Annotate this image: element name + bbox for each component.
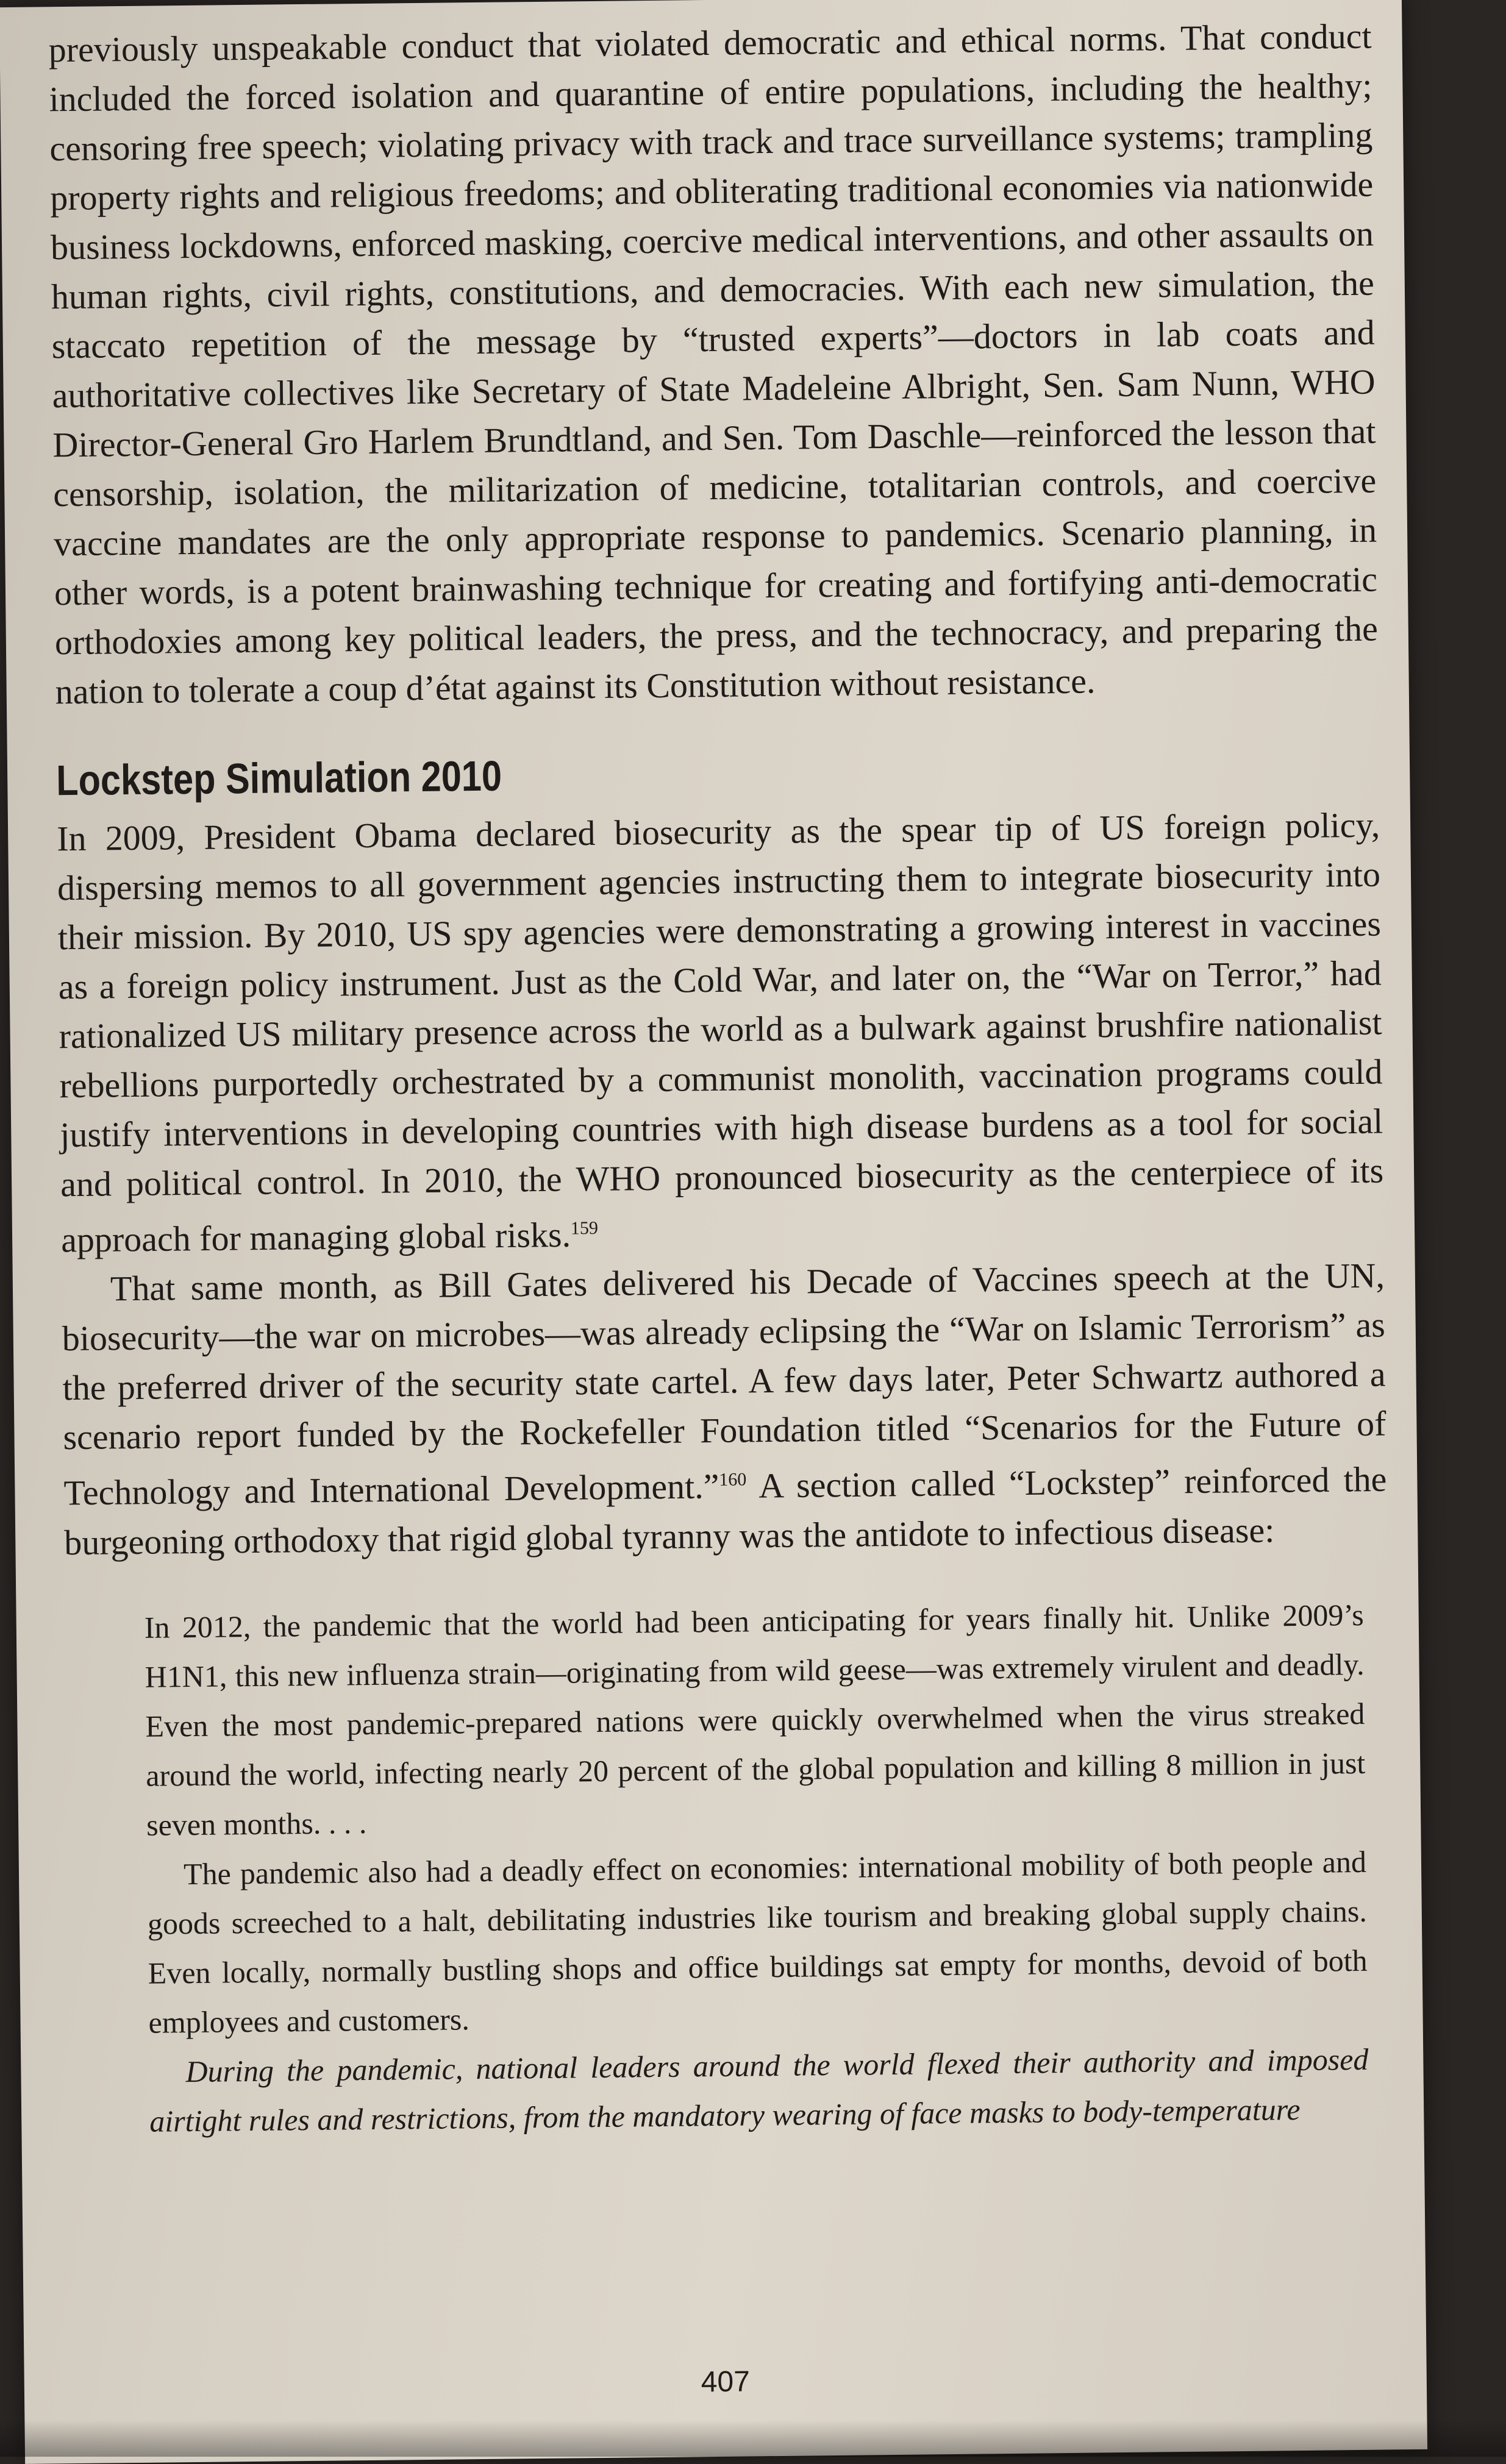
quote-paragraph-2: The pandemic also had a deadly effect on economies: international mobility of both people and goods screeched to a halt, debilitating industries like tourism and breaking global supply chains. Even locally, normally bustling shops and office buildings sat empty for months, devoid of both employees and customers. xyxy=(147,1844,1368,2040)
quote-paragraph-1: In 2012, the pandemic that the world had been anticipating for years finally hit. Unlike 2009’s H1N1, this new influenza strain—originating from wild geese—was extremely virulent and deadly. Even the most pandemic-prepared nations were quickly overwhelmed when the virus streaked around the world, infecting nearly 20 percent of the global population and killing 8 million in just seven months. . . . xyxy=(144,1597,1366,1842)
block-quote xyxy=(144,1590,1369,2146)
footnote-160: 160 xyxy=(719,1469,747,1490)
quote-paragraph-3: During the pandemic, national leaders around the world flexed their authority and imposed airtight rules and restrictions, from the mandatory wearing of face masks to body-temperature xyxy=(149,2042,1369,2138)
paragraph-1-text: In 2009, President Obama declared biosecurity as the spear tip of US foreign policy, dispersing memos to all government agencies instructing them to integrate biosecurity into their mission. By 2010, US spy agencies were demonstrating a growing interest in vaccines as a foreign policy instrument. Just as the Cold War, and later on, the “War on Terror,” had rationalized US military presence across the world as a bulwark against brushfire nationalist rebellions purportedly orchestrated by a communist monolith, vaccination programs could justify interventions in developing countries with high disease burdens as a tool for social and political control. In 2010, the WHO pronounced biosecurity as the centerpiece of its approach for managing global risks. xyxy=(56,805,1384,1260)
body-paragraph-2 xyxy=(62,1251,1388,1567)
footnote-159: 159 xyxy=(570,1217,599,1239)
section-heading: Lockstep Simulation 2010 xyxy=(55,752,502,805)
paragraph-2-text-b: A section called “Lockstep” reinforced the burgeoning orthodoxy that rigid global tyranny was the antidote to infectious disease: xyxy=(63,1459,1387,1562)
page-number: 407 xyxy=(701,2365,751,2399)
body-paragraph-top: previously unspeakable conduct that violated democratic and ethical norms. That conduct included the forced isolation and quarantine of entire populations, including the healthy; censoring free speech; violating privacy with track and trace surveillance systems; trampling property rights and religious freedoms; and obliterating traditional economies via nationwide business lockdowns, enforced masking, coercive medical interventions, and other assaults on human rights, civil rights, constitutions, and democracies. With each new simulation, the staccato repetition of the message by “trusted experts”—doctors in lab coats and authoritative collectives like Secretary of State Madeleine Albright, Sen. Sam Nunn, WHO Director-General Gro Harlem Brundtland, and Sen. Tom Daschle—reinforced the lesson that censorship, isolation, the militarization of medicine, totalitarian controls, and coercive vaccine mandates are the only appropriate response to pandemics. Scenario planning, in other words, is a potent brainwashing technique for creating and fortifying anti-democratic orthodoxies among key political leaders, the press, and the technocracy, and preparing the nation to tolerate a coup d’état against its Constitution without resistance. xyxy=(48,16,1379,712)
body-paragraph-1 xyxy=(57,800,1385,1265)
paragraph-2-text-a: That same month, as Bill Gates delivered his Decade of Vaccines speech at the UN, biosecurity—the war on microbes—was already eclipsing the “War on Islamic Terrorism” as the preferred driver of the security state cartel. A few days later, Peter Schwartz authored a scenario report funded by the Rockefeller Foundation titled “Scenarios for the Future of Technology and International Development.” xyxy=(62,1255,1386,1513)
bottom-shadow xyxy=(0,2420,1506,2457)
page-content xyxy=(48,12,1393,2147)
